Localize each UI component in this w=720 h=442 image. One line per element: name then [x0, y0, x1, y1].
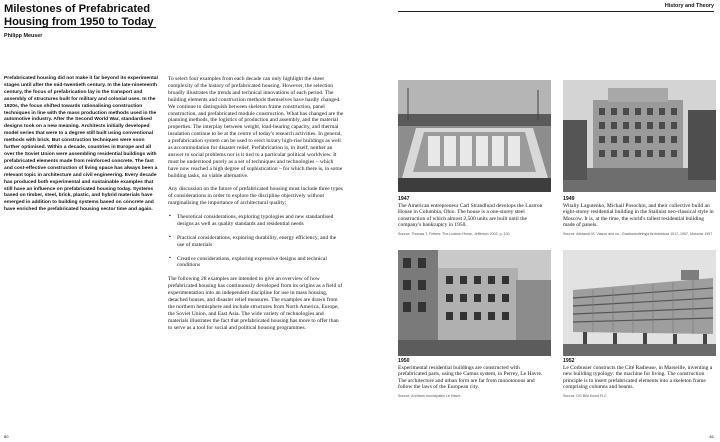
caption-year: 1950 — [398, 358, 410, 364]
caption-text: Witaliy Lagutenko, Michail Posochin, and their collective build an eight-storey residential building in the Stalinist neo-classical style in Moscow. It is, at the time, the world's tallest residential building made of panels. — [563, 202, 714, 229]
caption-source: Source: DG Bild Kunst FLC — [563, 393, 607, 398]
caption-1949 — [563, 196, 716, 238]
caption-1947 — [398, 196, 550, 238]
body-paragraph: The following 28 examples are intended to give an overview of how prefabricated housing has continuously developed from its origins as a field of experimentation into an independent discipline for use in mass housing, detached houses, and disaster relief measures. The examples are drawn from the northern hemisphere and include structures from North America, Europe, the Soviet Union, and East Asia. The wide variety of technologies and materials illustrates the fact that prefabricated housing has more to offer than to serve as a tool for social and political housing programmes. — [168, 276, 343, 331]
page-title: Milestones of Prefabricated Housing from 1950 to Today — [4, 3, 154, 28]
caption-year: 1949 — [563, 196, 575, 202]
caption-text: Le Corbusier constructs the Cité Radieuse, in Marseille, inventing a new building typology: the machine for living. The construction principle is to insert prefabricated elements into a skeleton frame comprising columns and beams. — [563, 364, 713, 391]
caption-text: The American entrepreneur Carl Strandlund develops the Lustron House in Columbia, Ohio. The house is a one-storey steel construction of which almost 2,500 units are built until the company's bankruptcy in 1950. — [398, 202, 543, 229]
caption-year: 1947 — [398, 196, 410, 202]
photo-lustron-house — [398, 80, 551, 192]
photo-moscow-panel-building — [563, 80, 716, 192]
body-text — [168, 76, 344, 338]
caption-source: Source: Alexandr M. Vlasov and co., Gradostroitelnyja Architektura 1917–1957, Moscow 1957 — [563, 231, 713, 236]
header-rule — [398, 11, 714, 12]
caption-source: Source: Archives municipales Le Havre — [398, 393, 461, 398]
intro-text: Prefabricated housing did not make it far beyond its experimental stages until after the mid-twentieth century. In the late-nineteenth century, the focus of prefabrication lay in the transport and assembly of structures built for military and colonial uses. In the 1920s, the focus shifted towards rationalising construction techniques in line with the mass production methods used in the automotive industry. After the Second World War, standardised designs took on a new meaning. Architects initially developed model series that were to a degree still built using conventional methods with brick. But construction techniques were soon further optimised. Within a decade, countries in Europe and all over the Soviet Union were assembling residential buildings with prefabricated elements made from reinforced concrete. The fast and cost-effective construction of living space has always been a relevant topic in architecture and civil engineering. Every decade has produced both experimental and sustainable examples that still have an influence on prefabricated housing today. Systems based on timber, steel, brick, plastic, and hybrid materials have emerged in addition to building systems based on concrete and have enriched the prefabricated housing sector time and again. — [4, 76, 158, 213]
body-paragraph: Any discussion on the future of prefabricated housing must include three types of considerations in order to explore the discipline objectively without marginalising the importance of architectural quality: — [168, 186, 343, 207]
list-item: ▪ Practical considerations, exploring durability, energy efficiency, and the use of materials — [177, 235, 344, 249]
page-number-left: 80 — [4, 434, 9, 439]
caption-1952 — [563, 358, 716, 400]
page-number-right: 81 — [709, 434, 714, 439]
considerations-list — [168, 214, 344, 269]
photo-cite-radieuse — [563, 250, 716, 356]
caption-1950 — [398, 358, 550, 400]
list-item: ▪ Creative considerations, exploring expressive designs and technical conditions — [177, 256, 344, 270]
caption-text: Experimental residential buildings are constructed with prefabricated parts, using the Camus system, in Perrey, Le Havre. The architecture and urban form are far from monotonous and follow the laws of the European city. — [398, 364, 543, 391]
photo-le-havre-buildings — [398, 250, 551, 356]
list-item: ▪ Theoretical considerations, exploring typologies and new standardised designs as well as quality standards and residential needs — [177, 214, 344, 228]
caption-year: 1952 — [563, 358, 575, 364]
body-paragraph: To select four examples from each decade can only highlight the sheer complexity of the history of prefabricated housing. However, the selection broadly illustrates the trends and technical innovations of each period. The building elements and construction methods themselves have hardly changed. We continue to distinguish between skeleton frame construction, panel construction, and prefabricated module construction. What has changed are the planning methods, the logistics of production and assembly, and the material properties. The interplay between weight, load-bearing capacity, and thermal insulation continue to be at the centre of today's research activities. In general, a prefabrication system can be used to erect luxury high-rise buildings as well as accommodation for disaster relief. Prefabrication is, in itself, neither an answer to social problems nor is it tied to a particular political worldview. It must be understood purely as a set of techniques and technologies – which have now reached a high degree of sophistication – for which there is, in some building tasks, no viable alternative. — [168, 76, 344, 179]
section-label: History and Theory — [664, 3, 714, 9]
caption-source: Source: Thomas T. Fetters: The Lustron Home, Jefferson 2002, p. 130 — [398, 231, 510, 236]
author-name: Philipp Meuser — [4, 33, 43, 39]
title-rule — [4, 27, 156, 28]
